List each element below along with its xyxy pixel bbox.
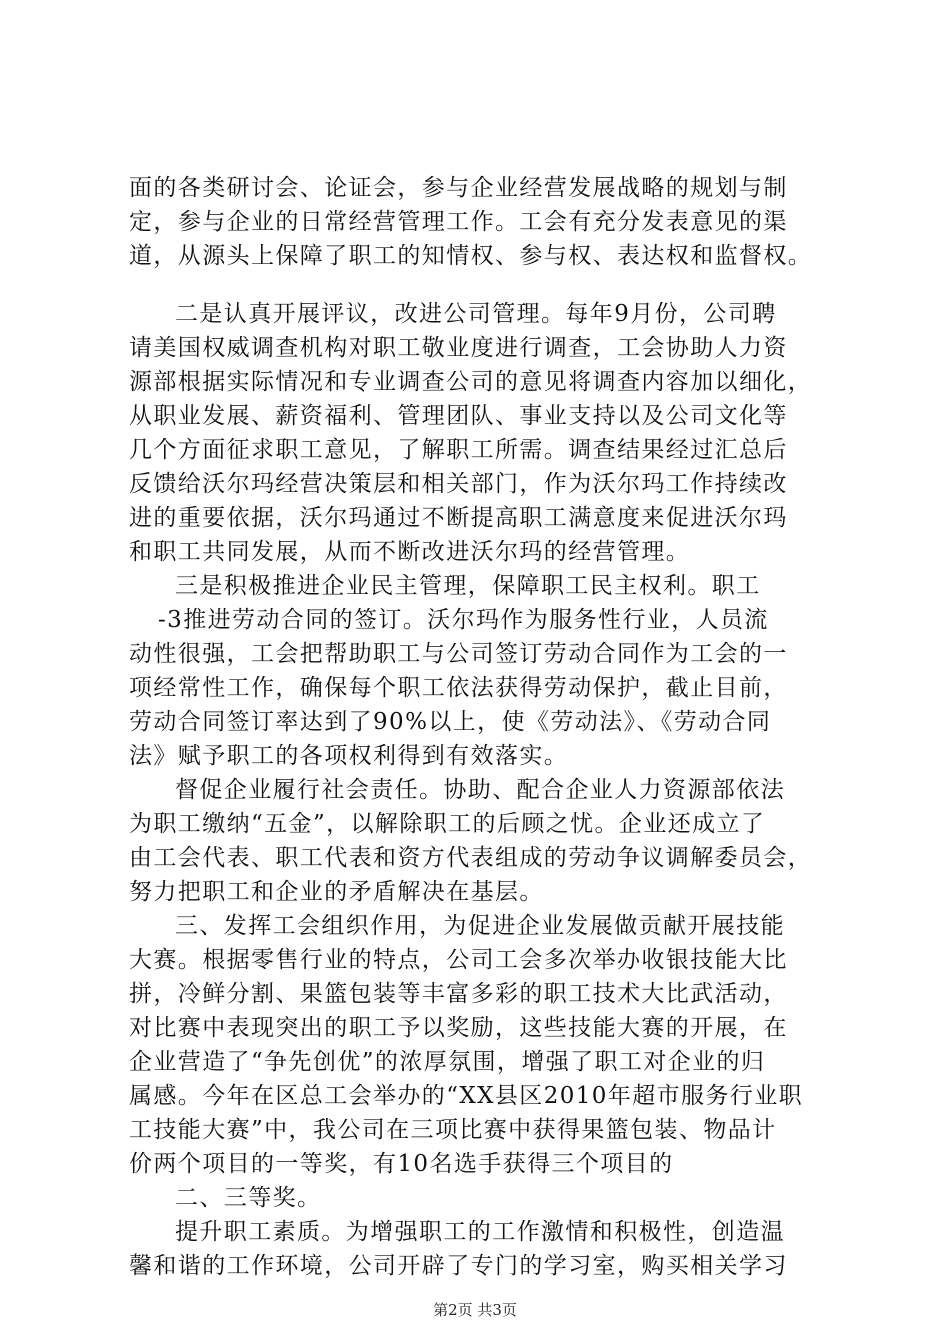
text-line: 二、三等奖。 bbox=[175, 1185, 322, 1211]
text-line: 几个方面征求职工意见，了解职工所需。调查结果经过汇总后 bbox=[129, 437, 788, 463]
text-line: 努力把职工和企业的矛盾解决在基层。 bbox=[129, 879, 544, 905]
text-line: 动性很强，工会把帮助职工与公司签订劳动合同作为工会的一 bbox=[129, 641, 788, 667]
text-line: 二是认真开展评议，改进公司管理。每年9月份，公司聘 bbox=[175, 301, 777, 327]
text-line: 工技能大赛”中，我公司在三项比赛中获得果篮包装、物品计 bbox=[129, 1117, 777, 1143]
text-line: 大赛。根据零售行业的特点，公司工会多次举办收银技能大比 bbox=[129, 947, 788, 973]
text-line: 进的重要依据，沃尔玛通过不断提高职工满意度来促进沃尔玛 bbox=[129, 505, 788, 531]
text-line: 对比赛中表现突出的职工予以奖励，这些技能大赛的开展，在 bbox=[129, 1015, 788, 1041]
text-line: 从职业发展、薪资福利、管理团队、事业支持以及公司文化等 bbox=[129, 403, 788, 429]
text-line: 三、发挥工会组织作用，为促进企业发展做贡献开展技能 bbox=[175, 913, 785, 939]
text-line: 价两个项目的一等奖，有10名选手获得三个项目的 bbox=[129, 1151, 674, 1177]
text-line: 督促企业履行社会责任。协助、配合企业人力资源部依法 bbox=[175, 777, 785, 803]
text-line: 源部根据实际情况和专业调查公司的意见将调查内容加以细化， bbox=[129, 369, 813, 395]
text-line: 为职工缴纳“五金”，以解除职工的后顾之忧。企业还成立了 bbox=[129, 811, 766, 837]
text-line: 馨和谐的工作环境，公司开辟了专门的学习室，购买相关学习 bbox=[129, 1253, 788, 1279]
text-line: 定，参与企业的日常经营管理工作。工会有充分发表意见的渠 bbox=[129, 209, 788, 235]
text-line: 和职工共同发展，从而不断改进沃尔玛的经营管理。 bbox=[129, 539, 691, 565]
text-line: 道，从源头上保障了职工的知情权、参与权、表达权和监督权。 bbox=[129, 243, 813, 269]
text-line: 劳动合同签订率达到了90%以上，使《劳动法》、《劳动合同 bbox=[129, 709, 772, 735]
page-number-footer: 第2页 共3页 bbox=[433, 1301, 517, 1319]
text-line: 请美国权威调查机构对职工敬业度进行调查，工会协助人力资 bbox=[129, 335, 788, 361]
text-line: 面的各类研讨会、论证会，参与企业经营发展战略的规划与制 bbox=[129, 175, 788, 201]
text-line: 项经常性工作，确保每个职工依法获得劳动保护，截止目前， bbox=[129, 675, 788, 701]
text-line: 反馈给沃尔玛经营决策层和相关部门，作为沃尔玛工作持续改 bbox=[129, 471, 788, 497]
text-line: -3推进劳动合同的签订。沃尔玛作为服务性行业，人员流 bbox=[158, 607, 769, 633]
text-line: 提升职工素质。为增强职工的工作激情和积极性，创造温 bbox=[175, 1219, 785, 1245]
text-line: 三是积极推进企业民主管理，保障职工民主权利。职工 bbox=[175, 573, 761, 599]
text-line: 企业营造了“争先创优”的浓厚氛围，增强了职工对企业的归 bbox=[129, 1049, 766, 1075]
text-line: 由工会代表、职工代表和资方代表组成的劳动争议调解委员会， bbox=[129, 845, 813, 871]
text-line: 法》赋予职工的各项权利得到有效落实。 bbox=[129, 743, 569, 769]
text-line: 属感。今年在区总工会举办的“XX县区2010年超市服务行业职 bbox=[129, 1083, 804, 1109]
text-line: 拼，冷鲜分割、果篮包装等丰富多彩的职工技术大比武活动， bbox=[129, 981, 788, 1007]
